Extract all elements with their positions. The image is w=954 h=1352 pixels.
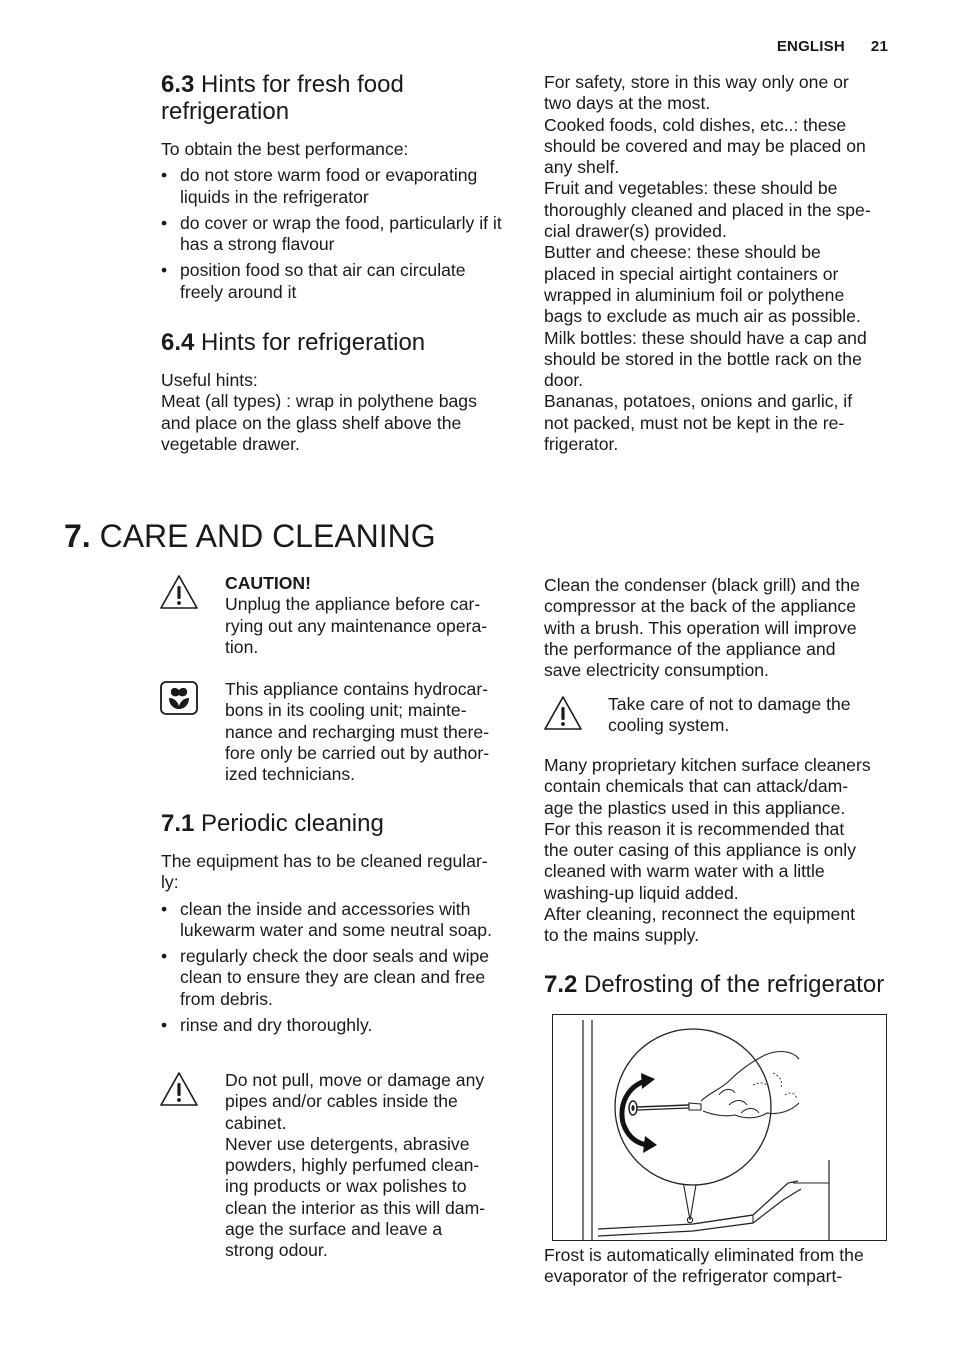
text-line: with a brush. This operation will improve (544, 617, 857, 638)
chapter-title: CARE AND CLEANING (99, 518, 436, 554)
text-line: Many proprietary kitchen surface cleaners (544, 755, 871, 775)
text-line: frigerator. (544, 434, 619, 455)
condenser-text (544, 575, 896, 681)
list-item: • rinse and dry thoroughly. (161, 1015, 513, 1036)
cooling-warning (608, 694, 898, 737)
text-line: This appliance contains hydrocar- (225, 679, 489, 699)
text-line: Unplug the appliance before car- (225, 594, 481, 615)
section-title: Defrosting of the refrigerator (584, 971, 885, 998)
text-line: Fruit and vegetables: these should be (544, 178, 838, 199)
text-line: should be covered and may be placed on (544, 135, 866, 156)
section-7-2-heading (544, 971, 904, 998)
text-line: cooling system. (608, 715, 730, 736)
text-line: ized technicians. (225, 764, 356, 785)
page-number: 21 (870, 38, 888, 55)
text-line: pipes and/or cables inside the (225, 1091, 458, 1112)
text-line: evaporator of the refrigerator compart- (544, 1266, 843, 1287)
text-line: to the mains supply. (544, 925, 700, 946)
defrost-drain-cleaning-illustration (552, 1014, 887, 1241)
text-line: Meat (all types) : wrap in polythene bags (161, 391, 477, 412)
section-number: 6.3 (161, 71, 195, 98)
text-line: age the surface and leave a (225, 1219, 443, 1240)
text-line: cleaned with warm water with a little (544, 861, 825, 882)
list-item: • regularly check the door seals and wipe clean to ensure they are clean and free from debris. (161, 946, 513, 1010)
text-line: two days at the most. (544, 93, 711, 114)
pipes-warning (225, 1070, 515, 1262)
text-line: fore only be carried out by author- (225, 742, 490, 763)
text-line: the outer casing of this appliance is only (544, 840, 856, 861)
caution-label: CAUTION! (225, 573, 312, 593)
section-6-3-heading (161, 71, 513, 125)
list-item: • do not store warm food or evaporating liquids in the refrigerator (161, 165, 513, 208)
section-6-4-heading (161, 329, 513, 356)
text-line: bons in its cooling unit; mainte- (225, 700, 467, 721)
list-item: • clean the inside and accessories with lukewarm water and some neutral soap. (161, 899, 513, 942)
text-line: Cooked foods, cold dishes, etc..: these (544, 114, 847, 135)
section-6-3-list (161, 165, 513, 303)
recycling-plant-icon (159, 680, 199, 721)
food-storage-text (544, 72, 896, 455)
section-7-1-heading (161, 810, 513, 837)
text-line: tion. (225, 636, 259, 657)
list-item: • do cover or wrap the food, particularly if it has a strong flavour (161, 213, 513, 256)
section-7-1-intro (161, 851, 513, 894)
text-line: bags to exclude as much air as possible. (544, 306, 861, 327)
text-line: and place on the glass shelf above the (161, 412, 462, 433)
text-line: Never use detergents, abrasive (225, 1133, 470, 1154)
cleaners-text (544, 755, 896, 947)
section-title: Hints for refrigeration (201, 329, 426, 356)
section-number: 6.4 (161, 329, 195, 356)
text-line: cabinet. (225, 1112, 287, 1133)
text-line: age the plastics used in this appliance. (544, 797, 846, 818)
section-number: 7.2 (544, 971, 578, 998)
text-line: door. (544, 370, 584, 391)
text-line: Bananas, potatoes, onions and garlic, if (544, 391, 853, 412)
chapter-number: 7. (64, 518, 91, 554)
section-title: Hints for fresh food (201, 71, 404, 98)
text-line: compressor at the back of the appliance (544, 596, 856, 617)
section-7-1-list (161, 899, 513, 1037)
text-line: Milk bottles: these should have a cap and (544, 327, 867, 348)
text-line: strong odour. (225, 1240, 328, 1261)
text-line: For this reason it is recommended that (544, 818, 845, 839)
text-line: the performance of the appliance and (544, 638, 836, 659)
text-line: Clean the condenser (black grill) and the (544, 575, 860, 595)
section-6-4 (161, 329, 513, 455)
section-7-1 (161, 810, 513, 1041)
text-line: cial drawer(s) provided. (544, 221, 727, 242)
text-line: contain chemicals that can attack/dam- (544, 776, 849, 797)
section-title: refrigeration (161, 98, 290, 125)
chapter-heading (64, 517, 436, 555)
warning-triangle-icon (159, 574, 199, 615)
text-line: ly: (161, 872, 179, 893)
environment-note (225, 679, 515, 785)
text-line: Butter and cheese: these should be (544, 242, 821, 263)
text-line: For safety, store in this way only one or (544, 72, 849, 92)
section-7-2-body (544, 1245, 896, 1288)
text-line: Take care of not to damage the (608, 694, 851, 714)
header-language: ENGLISH (776, 38, 845, 55)
text-line: Do not pull, move or damage any (225, 1070, 485, 1090)
text-line: placed in special airtight containers or (544, 263, 839, 284)
text-line: clean the interior as this will dam- (225, 1197, 486, 1218)
section-6-4-body (161, 370, 513, 455)
caution-note (225, 573, 515, 658)
warning-triangle-icon (543, 695, 583, 736)
text-line: rying out any maintenance opera- (225, 615, 488, 636)
text-line: After cleaning, reconnect the equipment (544, 904, 856, 925)
list-item: • position food so that air can circulate freely around it (161, 260, 513, 303)
text-line: nance and recharging must there- (225, 721, 490, 742)
section-6-3-intro: To obtain the best performance: (161, 139, 409, 159)
page-header (777, 38, 888, 55)
text-line: any shelf. (544, 157, 620, 178)
text-line: thoroughly cleaned and placed in the spe- (544, 199, 871, 220)
section-title: Periodic cleaning (201, 810, 384, 837)
text-line: ing products or wax polishes to (225, 1176, 467, 1197)
text-line: Useful hints: (161, 370, 258, 390)
section-number: 7.1 (161, 810, 195, 837)
text-line: washing-up liquid added. (544, 882, 739, 903)
text-line: powders, highly perfumed clean- (225, 1155, 480, 1176)
text-line: wrapped in aluminium foil or polythene (544, 284, 845, 305)
warning-triangle-icon (159, 1071, 199, 1112)
text-line: vegetable drawer. (161, 433, 300, 454)
text-line: should be stored in the bottle rack on the (544, 348, 862, 369)
text-line: save electricity consumption. (544, 660, 769, 681)
text-line: The equipment has to be cleaned regular- (161, 851, 488, 871)
text-line: not packed, must not be kept in the re- (544, 412, 845, 433)
section-6-3 (161, 71, 513, 308)
text-line: Frost is automatically eliminated from the (544, 1245, 864, 1265)
